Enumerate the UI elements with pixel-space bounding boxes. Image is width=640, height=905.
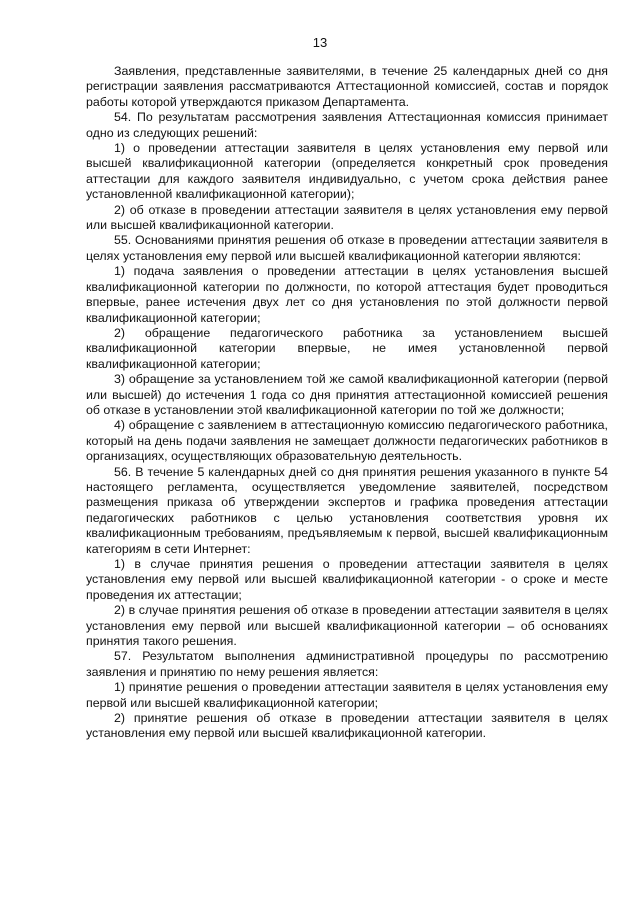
paragraph-56: 56. В течение 5 календарных дней со дня принятия решения указанного в пункте 54 настоящего регламента, осуществляется уведомление заявителей, посредством размещения приказа об утверждении экспертов и графика проведения аттестации педагогических работников с целью установления соответствия уровня их квалификационным требованиям, предъявляемым к первой, высшей квалификационным категориям в сети Интернет: <box>86 464 608 556</box>
paragraph-54-item-1: 1) о проведении аттестации заявителя в целях установления ему первой или высшей квалификационной категории (определяется конкретный срок проведения аттестации для каждого заявителя индивидуально, с учетом срока действия ранее установленной квалификационной категории); <box>86 141 608 202</box>
paragraph-55-item-1: 1) подача заявления о проведении аттестации в целях установления высшей квалификационной категории по должности, по которой аттестация будет проводиться впервые, ранее истечения двух лет со дня установления по этой должности первой квалификационной категории; <box>86 264 608 325</box>
paragraph-55-item-4: 4) обращение с заявлением в аттестационную комиссию педагогического работника, который на день подачи заявления не замещает должности педагогических работников в организациях, осуществляющих образовательную деятельность. <box>86 418 608 464</box>
paragraph-54: 54. По результатам рассмотрения заявления Аттестационная комиссия принимает одно из следующих решений: <box>86 110 608 140</box>
paragraph-56-item-2: 2) в случае принятия решения об отказе в проведении аттестации заявителя в целях установления ему первой или высшей квалификационной категории – об основаниях принятия такого решения. <box>86 603 608 649</box>
paragraph-57: 57. Результатом выполнения административной процедуры по рассмотрению заявления и принятию по нему решения является: <box>86 649 608 679</box>
paragraph-55-item-2: 2) обращение педагогического работника за установлением высшей квалификационной категории впервые, не имея установленной первой квалификационной категории; <box>86 325 608 371</box>
paragraph-54-item-2: 2) об отказе в проведении аттестации заявителя в целях установления ему первой или высшей квалификационной категории. <box>86 202 608 233</box>
page-number: 13 <box>312 35 328 50</box>
paragraph-57-item-2: 2) принятие решения об отказе в проведении аттестации заявителя в целях установления ему первой или высшей квалификационной категории. <box>86 711 608 741</box>
paragraph-intro: Заявления, представленные заявителями, в течение 25 календарных дней со дня регистрации заявления рассматриваются Аттестационной комиссией, состав и порядок работы которой утверждаются приказом Департамента. <box>86 64 608 109</box>
paragraph-57-item-1: 1) принятие решения о проведении аттестации заявителя в целях установления ему первой или высшей квалификационной категории; <box>86 680 608 710</box>
document-body <box>86 64 608 742</box>
paragraph-55: 55. Основаниями принятия решения об отказе в проведении аттестации заявителя в целях установления ему первой или высшей квалификационной категории являются: <box>86 233 608 263</box>
paragraph-56-item-1: 1) в случае принятия решения о проведении аттестации заявителя в целях установления ему первой или высшей квалификационной категории - о сроке и месте проведения их аттестации; <box>86 557 608 602</box>
paragraph-55-item-3: 3) обращение за установлением той же самой квалификационной категории (первой или высшей) до истечения 1 года со дня принятия аттестационной комиссией решения об отказе в установлении этой квалификационной категории по той же должности; <box>86 372 608 417</box>
